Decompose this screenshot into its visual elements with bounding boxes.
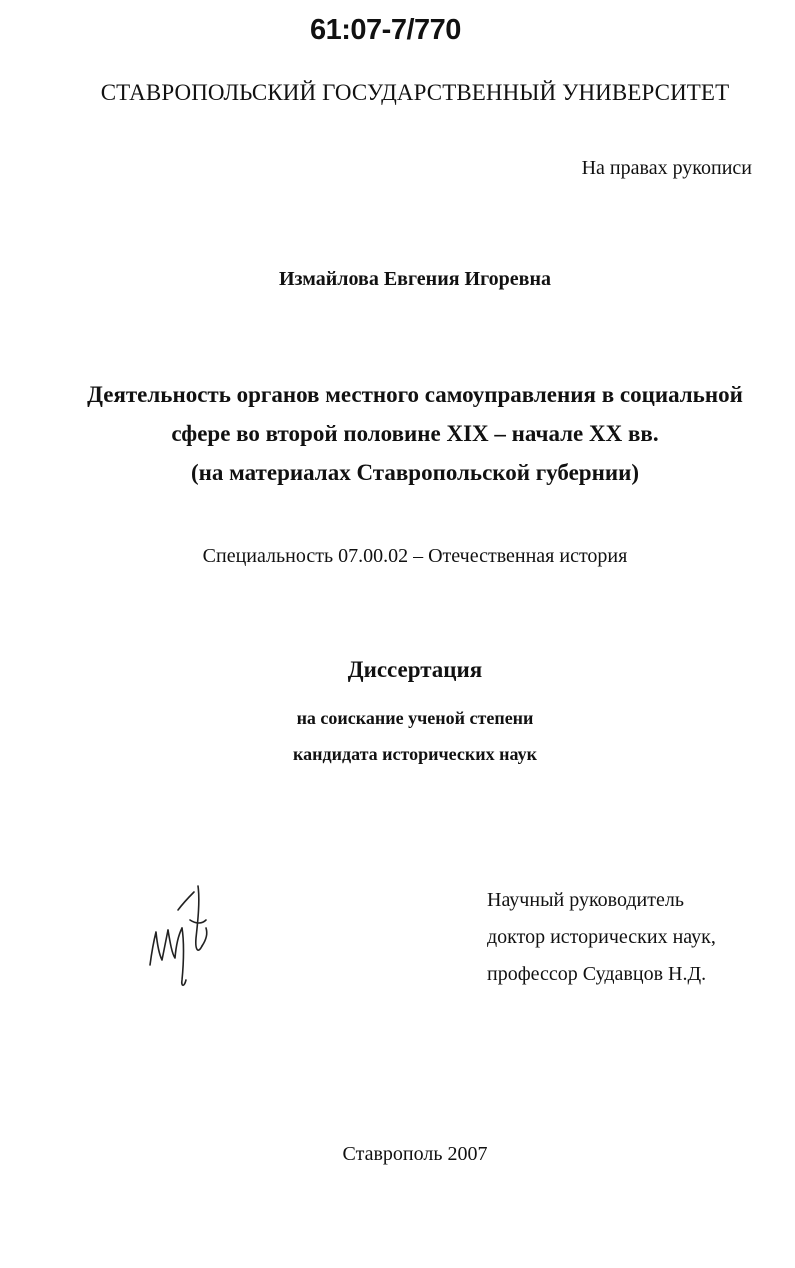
title-line-3: (на материалах Ставропольской губернии) xyxy=(190,460,639,485)
supervisor-block xyxy=(487,882,716,993)
dissertation-title xyxy=(0,375,795,492)
title-line-2: сфере во второй половине XIX – начале XX вв. xyxy=(171,421,659,446)
document-type: Диссертация xyxy=(347,657,483,682)
rights-note: На правах рукописи xyxy=(581,157,752,179)
supervisor-degree: доктор исторических наук, xyxy=(487,926,716,948)
degree-line-1: на соискание ученой степени xyxy=(296,708,534,728)
supervisor-name: профессор Судавцов Н.Д. xyxy=(487,963,707,985)
author-name: Измайлова Евгения Игоревна xyxy=(278,268,551,290)
university-name: СТАВРОПОЛЬСКИЙ ГОСУДАРСТВЕННЫЙ УНИВЕРСИТЕТ xyxy=(100,80,730,105)
supervisor-role: Научный руководитель xyxy=(487,889,684,911)
degree-info xyxy=(0,700,795,772)
degree-line-2: кандидата исторических наук xyxy=(293,744,537,764)
specialty: Специальность 07.00.02 – Отечественная история xyxy=(202,545,628,567)
title-line-1: Деятельность органов местного самоуправления в социальной xyxy=(87,382,743,407)
place-year: Ставрополь 2007 xyxy=(342,1143,488,1165)
catalog-number: 61:07-7/770 xyxy=(310,14,461,46)
signature-icon xyxy=(140,880,230,990)
